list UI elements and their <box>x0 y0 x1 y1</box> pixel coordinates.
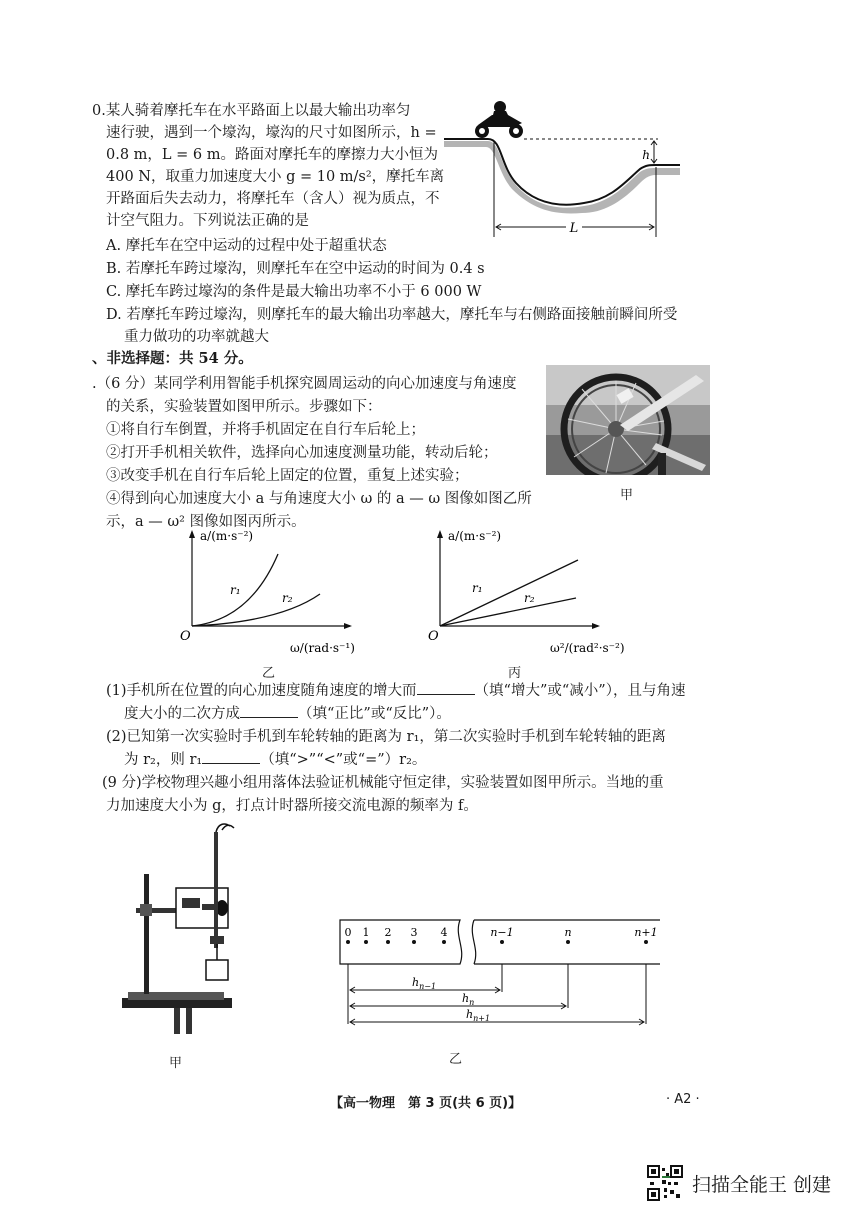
line-r2 <box>440 598 576 626</box>
section-heading: 、非选择题：共 54 分。 <box>92 350 253 367</box>
curve-r2 <box>192 594 320 626</box>
q10-option-b: B. 若摩托车跨过壕沟，则摩托车在空中运动的时间为 0.4 s <box>106 261 485 277</box>
tape-label-n-minus-1: n−1 <box>490 926 514 939</box>
graph-bing-r2: r₂ <box>524 591 535 605</box>
graph-bing-r1: r₁ <box>472 581 483 595</box>
graph-bing-caption: 丙 <box>508 666 522 681</box>
tape-label-n-plus-1: n+1 <box>634 926 658 939</box>
graph-yi-origin: O <box>180 629 191 644</box>
q11-line-5: ③改变手机在自行车后轮上固定的位置，重复上述实验； <box>106 468 469 484</box>
graph-bing-origin: O <box>428 629 439 644</box>
q10-line-5: 开路面后失去动力，将摩托车（含人）视为质点，不 <box>106 191 440 207</box>
page-footer: 【高一物理 第 3 页(共 6 页)】 <box>330 1096 522 1111</box>
line-r1 <box>440 560 578 626</box>
tape-label-2: 2 <box>384 926 392 939</box>
ditch-figure <box>444 95 680 245</box>
answer-blank-2[interactable] <box>240 703 298 718</box>
q10-line-2: 速行驶，遇到一个壕沟，壕沟的尺寸如图所示，h = <box>106 125 437 141</box>
q11-line-3: ①将自行车倒置，并将手机固定在自行车后轮上； <box>106 422 425 438</box>
q10-line-1: 0.某人骑着摩托车在水平路面上以最大输出功率匀 <box>92 103 411 119</box>
graph-yi-caption: 乙 <box>262 666 276 681</box>
tape-h-n: $h_n$ <box>462 992 475 1007</box>
q11-sub2-line2 <box>124 749 426 771</box>
q10-line-3: 0.8 m，L = 6 m。路面对摩托车的摩擦力大小恒为 <box>106 147 438 163</box>
q11-sub1-text-b: （填“增大”或“减小”），且与角速 <box>474 683 686 699</box>
q11-sub2-line1: (2)已知第一次实验时手机到车轮转轴的距离为 r₁，第二次实验时手机到车轮转轴的距离 <box>106 729 666 745</box>
bicycle-photo <box>546 365 710 475</box>
tape-label-4: 4 <box>440 926 448 939</box>
tape-label-3: 3 <box>410 926 418 939</box>
q10-option-d: D. 若摩托车跨过壕沟，则摩托车的最大输出功率越大，摩托车与右侧路面接触前瞬间所受 <box>106 307 678 323</box>
q11-sub1-text-d: （填“正比”或“反比”）。 <box>298 706 451 722</box>
tape-caption: 乙 <box>449 1052 463 1067</box>
q12-line-1: (9 分)学校物理兴趣小组用落体法验证机械能守恒定律，实验装置如图甲所示。当地的重 <box>102 775 664 791</box>
page-code: · A2 · <box>666 1092 700 1107</box>
graph-yi-r1: r₁ <box>230 583 241 597</box>
motorcycle-icon <box>475 101 523 138</box>
watermark-text: 扫描全能王 创建 <box>692 1174 832 1196</box>
ditch-l-label: L <box>569 221 579 236</box>
tape-h-n-plus-1: $h_{n+1}$ <box>466 1008 491 1023</box>
graph-a-omega <box>170 522 360 662</box>
graph-yi-ylabel: a/(m·s⁻²) <box>200 529 254 543</box>
q11-line-2: 的关系，实验装置如图甲所示。步骤如下： <box>106 399 382 415</box>
q11-sub2-text-b: 为 r₂，则 r₁ <box>124 752 203 768</box>
tape-label-0: 0 <box>344 926 352 939</box>
q11-sub1-line2 <box>124 703 451 725</box>
q11-sub1-text-c: 度大小的二次方成 <box>124 706 240 722</box>
q11-sub1-text-a: (1)手机所在位置的向心加速度随角速度的增大而 <box>106 683 417 699</box>
q11-line-6: ④得到向心加速度大小 a 与角速度大小 ω 的 a — ω 图像如图乙所 <box>106 491 532 507</box>
graph-yi-xlabel: ω/(rad·s⁻¹) <box>290 641 355 655</box>
q11-sub1-line1 <box>106 680 685 702</box>
q10-line-4: 400 N，取重力加速度大小 g = 10 m/s²，摩托车离 <box>106 169 445 185</box>
qr-code-icon <box>646 1164 684 1202</box>
paper-tape-figure <box>330 912 660 1030</box>
q10-option-d-cont: 重力做功的功率就越大 <box>124 329 269 345</box>
answer-blank-1[interactable] <box>417 680 475 695</box>
ditch-h-label: h <box>642 148 650 162</box>
tape-label-n: n <box>564 926 572 939</box>
q11-line-4: ②打开手机相关软件，选择向心加速度测量功能，转动后轮； <box>106 445 498 461</box>
q10-option-c: C. 摩托车跨过壕沟的条件是最大输出功率不小于 6 000 W <box>106 284 482 300</box>
graph-a-omega-squared <box>426 522 636 662</box>
answer-blank-3[interactable] <box>202 749 260 764</box>
q12-line-2: 力加速度大小为 g，打点计时器所接交流电源的频率为 f。 <box>106 798 478 814</box>
q11-line-1: .（6 分）某同学利用智能手机探究圆周运动的向心加速度与角速度 <box>92 376 517 392</box>
q11-sub2-text-c: （填“>”“<”或“=”）r₂。 <box>260 752 427 768</box>
graph-bing-ylabel: a/(m·s⁻²) <box>448 529 502 543</box>
q10-option-a: A. 摩托车在空中运动的过程中处于超重状态 <box>106 238 387 254</box>
graph-yi-r2: r₂ <box>282 591 293 605</box>
q11-line-7: 示，a — ω² 图像如图丙所示。 <box>106 514 306 530</box>
tape-label-1: 1 <box>362 926 370 939</box>
photo-caption: 甲 <box>620 488 634 503</box>
apparatus-caption: 甲 <box>169 1056 183 1071</box>
q10-line-6: 计空气阻力。下列说法正确的是 <box>106 213 309 229</box>
graph-bing-xlabel: ω²/(rad²·s⁻²) <box>550 641 625 655</box>
apparatus-figure <box>118 818 248 1048</box>
tape-h-n-minus-1: $h_{n-1}$ <box>412 976 437 991</box>
